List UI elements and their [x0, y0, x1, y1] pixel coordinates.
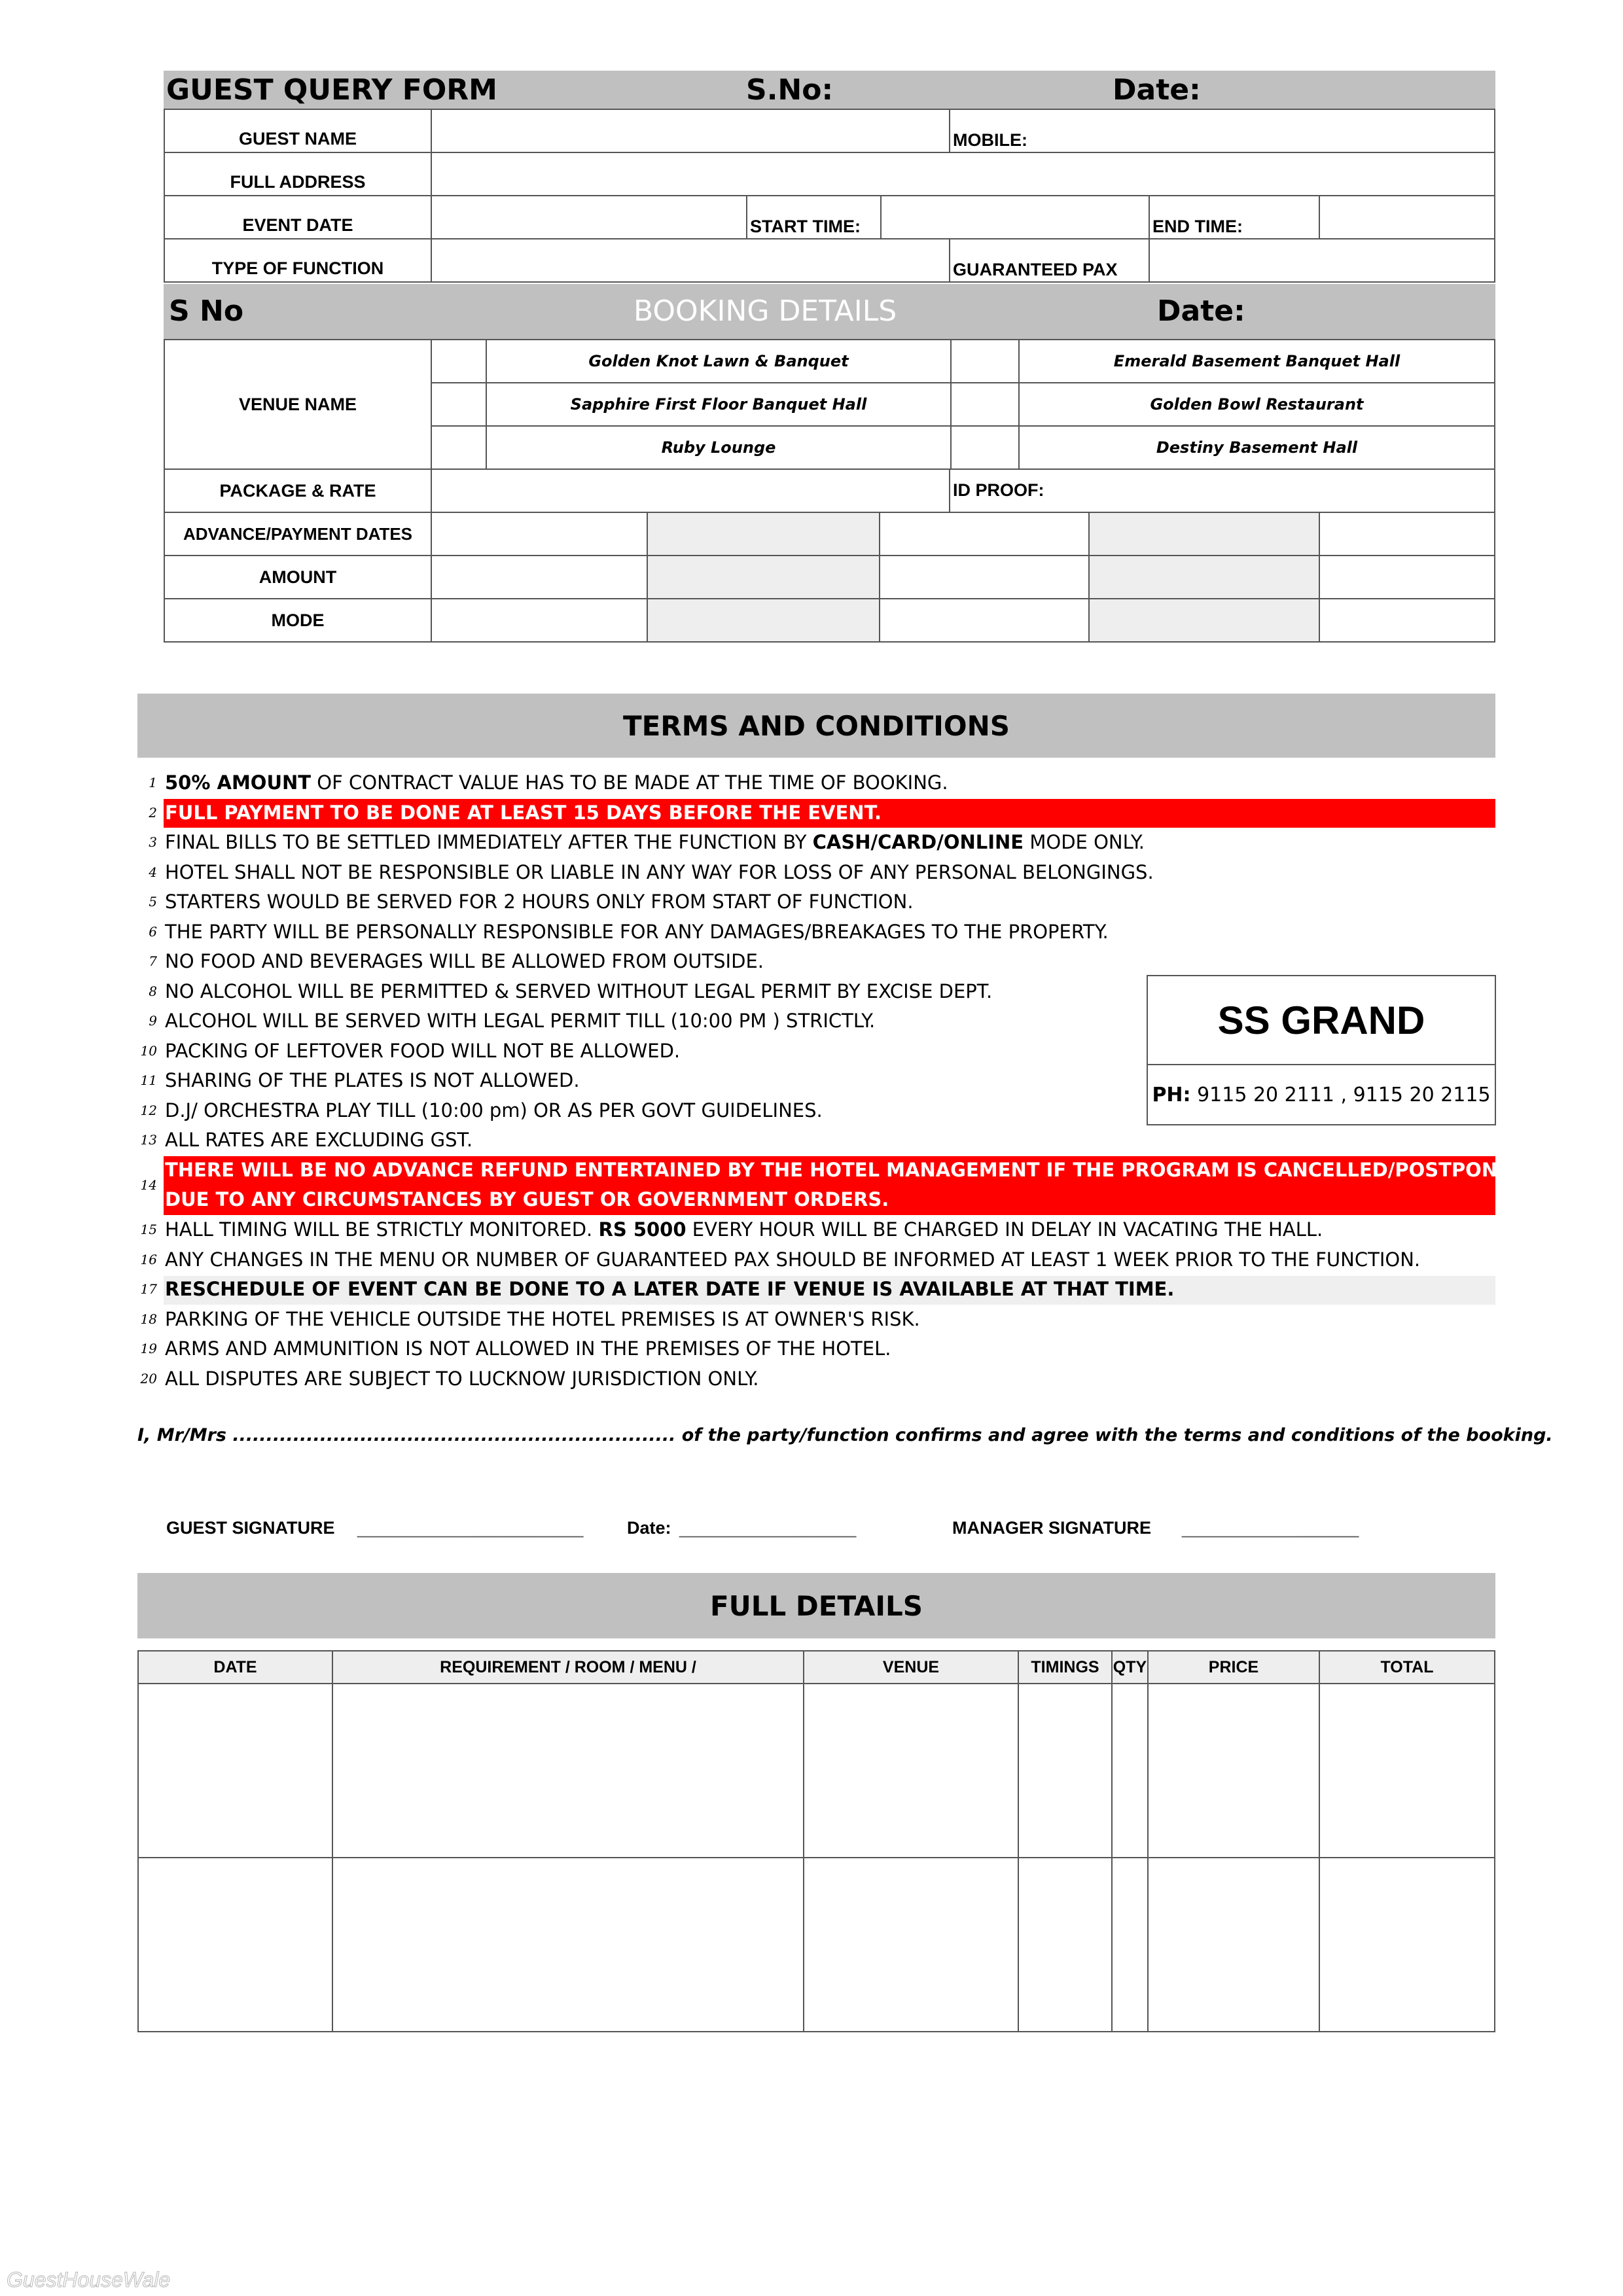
- payment-cell[interactable]: [647, 512, 880, 556]
- booking-title: BOOKING DETAILS: [633, 294, 897, 328]
- term-number: 1: [149, 775, 157, 790]
- term-item: PARKING OF THE VEHICLE OUTSIDE THE HOTEL PREMISES IS AT OWNER'S RISK.: [165, 1308, 920, 1330]
- col-date: [137, 1650, 333, 1684]
- term-item: SHARING OF THE PLATES IS NOT ALLOWED.: [165, 1069, 580, 1091]
- term-number: 16: [140, 1252, 157, 1267]
- watermark: GuestHouseWale: [7, 2268, 171, 2291]
- mobile-label: [949, 109, 1495, 153]
- type-of-function-text: TYPE OF FUNCTION: [211, 258, 384, 278]
- term-item: NO FOOD AND BEVERAGES WILL BE ALLOWED FROM OUTSIDE.: [165, 950, 764, 972]
- term-bold: CASH/CARD/ONLINE: [812, 831, 1024, 853]
- col-timings: [1018, 1650, 1113, 1684]
- payment-cell[interactable]: [879, 555, 1090, 599]
- full-address-label: [164, 152, 432, 196]
- venue-golden-knot: [486, 339, 952, 383]
- term-text: FINAL BILLS TO BE SETTLED IMMEDIATELY AFTER THE FUNCTION BY: [165, 831, 813, 853]
- details-cell[interactable]: [1319, 1683, 1495, 1858]
- guest-name-text: GUEST NAME: [238, 129, 357, 149]
- term-item: [165, 768, 948, 798]
- details-cell[interactable]: [332, 1683, 804, 1858]
- term-number: 3: [149, 834, 157, 850]
- venue-ruby: [486, 425, 952, 470]
- col-text: TOTAL: [1380, 1657, 1434, 1676]
- col-price: [1147, 1650, 1320, 1684]
- term-item: ARMS AND AMMUNITION IS NOT ALLOWED IN THE PREMISES OF THE HOTEL.: [165, 1337, 891, 1360]
- venue-checkbox-golden-knot[interactable]: [431, 339, 487, 383]
- col-text: DATE: [213, 1657, 257, 1676]
- col-text: VENUE: [882, 1657, 940, 1676]
- amount-text: AMOUNT: [259, 567, 337, 587]
- details-cell[interactable]: [137, 1683, 333, 1858]
- term-text: HALL TIMING WILL BE STRICTLY MONITORED.: [165, 1218, 599, 1241]
- details-cell[interactable]: [137, 1857, 333, 2032]
- term-item: PACKING OF LEFTOVER FOOD WILL NOT BE ALLOWED.: [165, 1040, 681, 1062]
- details-cell[interactable]: [1111, 1683, 1149, 1858]
- term-text: FULL PAYMENT TO BE DONE AT LEAST 15 DAYS BEFORE THE EVENT.: [165, 802, 882, 824]
- venue-name-label: [164, 339, 432, 470]
- term-item: RESCHEDULE OF EVENT CAN BE DONE TO A LATER DATE IF VENUE IS AVAILABLE AT THAT TIME.: [165, 1278, 1175, 1300]
- terms-band: [137, 694, 1495, 758]
- payment-cell[interactable]: [431, 555, 648, 599]
- payment-cell[interactable]: [647, 555, 880, 599]
- booking-date-label: Date:: [1157, 294, 1245, 328]
- mode-text: MODE: [271, 610, 325, 630]
- details-cell[interactable]: [803, 1683, 1019, 1858]
- manager-signature-line[interactable]: __________________: [1182, 1518, 1359, 1538]
- guaranteed-pax-label: [949, 238, 1150, 283]
- col-qty: [1111, 1650, 1149, 1684]
- term-item-continued: [165, 1185, 889, 1214]
- term-number: 4: [149, 864, 157, 880]
- package-rate-label: [164, 468, 432, 513]
- venue-emerald: [1018, 339, 1495, 383]
- full-address-text: FULL ADDRESS: [230, 172, 366, 192]
- payment-cell[interactable]: [1319, 512, 1495, 556]
- term-number: 6: [149, 924, 157, 940]
- form-title: GUEST QUERY FORM: [166, 73, 497, 107]
- amount-label: [164, 555, 432, 599]
- venue-checkbox-sapphire[interactable]: [431, 382, 487, 427]
- type-of-function-label: [164, 238, 432, 283]
- event-date-text: EVENT DATE: [242, 215, 353, 235]
- term-text: THERE WILL BE NO ADVANCE REFUND ENTERTAINED BY THE HOTEL MANAGEMENT IF THE PROGRAM IS CANCELLED/POSTPONED: [165, 1159, 1526, 1181]
- event-date-label: [164, 195, 432, 239]
- details-cell[interactable]: [803, 1857, 1019, 2032]
- full-address-field[interactable]: [431, 152, 1495, 196]
- col-text: PRICE: [1208, 1657, 1259, 1676]
- guest-signature-label: GUEST SIGNATURE: [166, 1518, 335, 1538]
- payment-cell[interactable]: [431, 512, 648, 556]
- term-item: HOTEL SHALL NOT BE RESPONSIBLE OR LIABLE IN ANY WAY FOR LOSS OF ANY PERSONAL BELONGINGS.: [165, 861, 1154, 883]
- term-number: 9: [149, 1013, 157, 1029]
- term-number: 13: [140, 1132, 157, 1148]
- header-date-label: Date:: [1113, 73, 1201, 107]
- term-number: 2: [149, 805, 157, 821]
- term-number: 15: [140, 1222, 157, 1237]
- brand-phone: [1148, 1065, 1495, 1124]
- col-requirement: [332, 1650, 804, 1684]
- term-number: 19: [140, 1341, 157, 1356]
- end-time-text: END TIME:: [1152, 217, 1243, 236]
- phone-numbers: 9115 20 2111 , 9115 20 2115: [1190, 1083, 1491, 1106]
- term-text: MODE ONLY.: [1024, 831, 1145, 853]
- full-details-title: FULL DETAILS: [709, 1589, 923, 1622]
- term-number: 11: [140, 1072, 157, 1088]
- venue-checkbox-emerald[interactable]: [950, 339, 1020, 383]
- payment-cell[interactable]: [879, 512, 1090, 556]
- start-time-label: [746, 195, 882, 239]
- term-item: STARTERS WOULD BE SERVED FOR 2 HOURS ONLY FROM START OF FUNCTION.: [165, 891, 914, 913]
- payment-cell[interactable]: [1319, 555, 1495, 599]
- term-item: NO ALCOHOL WILL BE PERMITTED & SERVED WITHOUT LEGAL PERMIT BY EXCISE DEPT.: [165, 980, 993, 1002]
- advance-dates-text: ADVANCE/PAYMENT DATES: [183, 524, 413, 544]
- payment-cell[interactable]: [647, 598, 880, 643]
- term-item: ANY CHANGES IN THE MENU OR NUMBER OF GUARANTEED PAX SHOULD BE INFORMED AT LEAST 1 WEEK PRIOR TO THE FUNCTION.: [165, 1248, 1421, 1271]
- mobile-text: MOBILE:: [953, 130, 1027, 150]
- brand-box: [1147, 975, 1496, 1125]
- term-number: 17: [140, 1281, 157, 1297]
- package-rate-text: PACKAGE & RATE: [219, 481, 376, 501]
- payment-cell[interactable]: [1088, 598, 1320, 643]
- full-details-band: [137, 1573, 1495, 1638]
- venue-checkbox-ruby[interactable]: [431, 425, 487, 470]
- guest-signature-line[interactable]: _______________________: [357, 1518, 584, 1538]
- term-item: ALL RATES ARE EXCLUDING GST.: [165, 1129, 473, 1151]
- col-text: QTY: [1113, 1657, 1147, 1676]
- guaranteed-pax-text: GUARANTEED PAX: [953, 260, 1118, 279]
- end-time-label: [1149, 195, 1320, 239]
- brand-name: SS GRAND: [1148, 976, 1495, 1065]
- advance-dates-label: [164, 512, 432, 556]
- id-proof-text: ID PROOF:: [953, 480, 1044, 500]
- col-text: REQUIREMENT / ROOM / MENU /: [440, 1657, 696, 1676]
- col-venue: [803, 1650, 1019, 1684]
- details-cell[interactable]: [1111, 1857, 1149, 2032]
- details-cell[interactable]: [1018, 1857, 1113, 2032]
- package-rate-field[interactable]: [431, 468, 950, 513]
- event-date-field[interactable]: [431, 195, 747, 239]
- start-time-text: START TIME:: [750, 217, 861, 236]
- end-time-field[interactable]: [1319, 195, 1495, 239]
- mode-label: [164, 598, 432, 643]
- payment-cell[interactable]: [1088, 555, 1320, 599]
- term-item: ALL DISPUTES ARE SUBJECT TO LUCKNOW JURISDICTION ONLY.: [165, 1368, 759, 1390]
- venue-text: Golden Bowl Restaurant: [1150, 395, 1364, 414]
- term-text: OF CONTRACT VALUE HAS TO BE MADE AT THE TIME OF BOOKING.: [311, 771, 948, 794]
- booking-sno: S No: [169, 294, 244, 328]
- col-total: [1319, 1650, 1495, 1684]
- venue-checkbox-destiny[interactable]: [950, 425, 1020, 470]
- term-bold: RS 5000: [598, 1218, 687, 1241]
- term-number: 5: [149, 894, 157, 910]
- venue-text: Emerald Basement Banquet Hall: [1113, 352, 1400, 370]
- start-time-field[interactable]: [880, 195, 1150, 239]
- payment-cell[interactable]: [1088, 512, 1320, 556]
- term-item: THE PARTY WILL BE PERSONALLY RESPONSIBLE FOR ANY DAMAGES/BREAKAGES TO THE PROPERTY.: [165, 921, 1109, 943]
- details-cell[interactable]: [1147, 1857, 1320, 2032]
- venue-text: Destiny Basement Hall: [1156, 438, 1358, 457]
- payment-cell[interactable]: [1319, 598, 1495, 643]
- details-cell[interactable]: [1147, 1683, 1320, 1858]
- guaranteed-pax-field[interactable]: [1149, 238, 1495, 283]
- type-of-function-field[interactable]: [431, 238, 950, 283]
- payment-cell[interactable]: [431, 598, 648, 643]
- term-item: D.J/ ORCHESTRA PLAY TILL (10:00 pm) OR AS PER GOVT GUIDELINES.: [165, 1099, 823, 1122]
- details-cell[interactable]: [332, 1857, 804, 2032]
- term-text: EVERY HOUR WILL BE CHARGED IN DELAY IN VACATING THE HALL.: [686, 1218, 1323, 1241]
- term-number: 14: [140, 1177, 157, 1193]
- venue-golden-bowl: [1018, 382, 1495, 427]
- details-cell[interactable]: [1018, 1683, 1113, 1858]
- payment-cell[interactable]: [879, 598, 1090, 643]
- term-number: 10: [140, 1043, 157, 1059]
- term-number: 8: [149, 983, 157, 999]
- term-item: ALCOHOL WILL BE SERVED WITH LEGAL PERMIT TILL (10:00 PM ) STRICTLY.: [165, 1010, 876, 1032]
- term-number: 20: [140, 1371, 157, 1386]
- guest-name-field[interactable]: [431, 109, 950, 153]
- venue-name-text: VENUE NAME: [238, 395, 357, 414]
- signature-date-label: Date:: [627, 1518, 671, 1538]
- venue-text: Golden Knot Lawn & Banquet: [588, 352, 849, 370]
- venue-text: Sapphire First Floor Banquet Hall: [570, 395, 867, 414]
- term-bold: 50% AMOUNT: [165, 771, 312, 794]
- phone-label: PH:: [1152, 1083, 1191, 1106]
- venue-destiny: [1018, 425, 1495, 470]
- venue-checkbox-golden-bowl[interactable]: [950, 382, 1020, 427]
- col-text: TIMINGS: [1031, 1657, 1099, 1676]
- guest-name-label: [164, 109, 432, 153]
- declaration: I, Mr/Mrs .................................................................. of the party/function confirms and agree with the terms and conditions of the booking.: [137, 1425, 1553, 1445]
- term-item: [165, 798, 882, 828]
- details-cell[interactable]: [1319, 1857, 1495, 2032]
- manager-signature-label: MANAGER SIGNATURE: [952, 1518, 1152, 1538]
- term-item: [165, 1215, 1323, 1245]
- term-text: DUE TO ANY CIRCUMSTANCES BY GUEST OR GOVERNMENT ORDERS.: [165, 1188, 889, 1210]
- venue-text: Ruby Lounge: [661, 438, 776, 457]
- sno-label: S.No:: [746, 73, 834, 107]
- terms-title: TERMS AND CONDITIONS: [622, 709, 1010, 742]
- term-number: 12: [140, 1103, 157, 1118]
- term-number: 7: [149, 953, 157, 969]
- signature-date-line[interactable]: __________________: [679, 1518, 857, 1538]
- term-item: [165, 1156, 1526, 1185]
- venue-sapphire: [486, 382, 952, 427]
- id-proof-label: [949, 468, 1495, 513]
- term-item: [165, 828, 1145, 857]
- term-number: 18: [140, 1311, 157, 1327]
